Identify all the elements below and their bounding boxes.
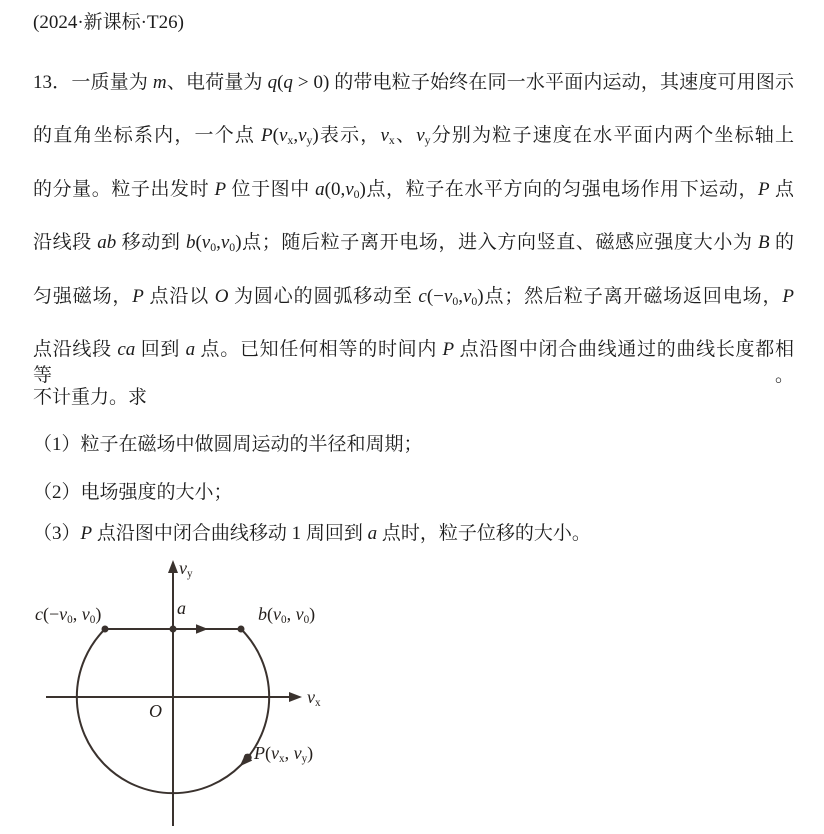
vx-axis-arrow-icon xyxy=(289,692,302,702)
point-a-label: a xyxy=(177,598,186,618)
segment-ab-direction-arrow-icon xyxy=(196,624,208,633)
question-item-3: （3）P 点沿图中闭合曲线移动 1 周回到 a 点时，粒子位移的大小。 xyxy=(33,523,591,544)
problem-line: 的分量。粒子出发时 P 位于图中 $a(0,v_0)$点，粒子在水平方向的匀强电场作用下运动，P 点 xyxy=(33,179,794,202)
problem-line: 沿线段 ab 移动到 $b(v_0,v_0)$点；随后粒子离开电场，进入方向竖直、磁感应强度大小为 B 的 xyxy=(33,232,794,255)
point-c-dot xyxy=(102,626,109,633)
problem-line: 不计重力。求 xyxy=(33,387,148,408)
question-item-2: （2）电场强度的大小； xyxy=(33,482,233,503)
question-item-1: （1）粒子在磁场中做圆周运动的半径和周期； xyxy=(33,434,423,455)
source-tag: (2024·新课标·T26) xyxy=(33,12,184,33)
point-b-label: $b(v_0$, $v_0$) xyxy=(258,604,316,627)
point-p-label: $P(v_x$, $v_y$) xyxy=(254,743,314,766)
vx-axis-label: $v_x$ xyxy=(307,687,321,710)
point-c-label: $c(-v_0$, $v_0$) xyxy=(35,604,102,627)
vy-axis-label: $v_y$ xyxy=(179,558,193,581)
point-a-dot xyxy=(170,626,177,633)
problem-line: 13．一质量为 m、电荷量为 q(q > 0) 的带电粒子始终在同一水平面内运动，其速度可用图示 xyxy=(33,72,794,93)
point-b-dot xyxy=(238,626,245,633)
velocity-diagram xyxy=(30,555,364,834)
origin-label: O xyxy=(149,701,162,721)
problem-line: 点沿线段 ca 回到 a 点。已知任何相等的时间内 P 点沿图中闭合曲线通过的曲线长度都相等。 xyxy=(33,339,794,386)
problem-line: 匀强磁场，P 点沿以 O 为圆心的圆弧移动至 $c(-v_0,v_0)$点；然后粒子离开磁场返回电场，P xyxy=(33,286,794,309)
problem-line: 的直角坐标系内，一个点 $P(v_x,v_y)$表示，$v_x$、$v_y$分别为粒子速度在水平面内两个坐标轴上 xyxy=(33,125,794,148)
vy-axis-arrow-icon xyxy=(168,560,178,573)
